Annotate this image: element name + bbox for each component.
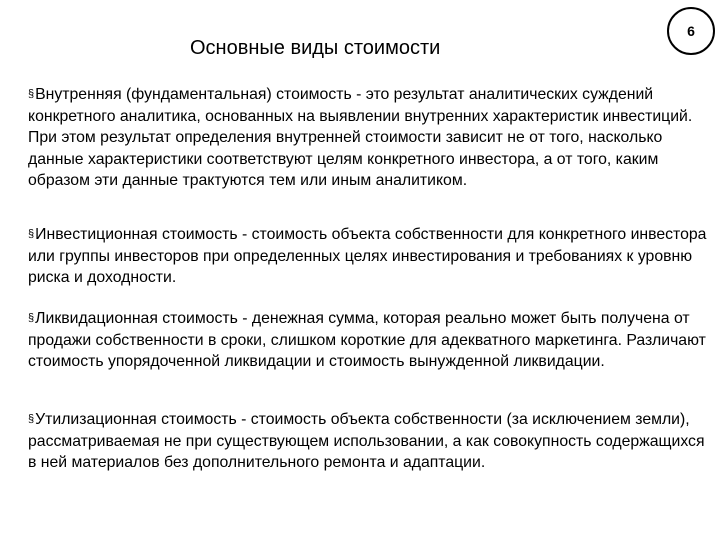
bullet-icon: § xyxy=(28,413,35,425)
definition-text: стоимость объекта собственности для конкретного инвестора или группы инвесторов при определенных целях инвестирования и требованиях к уровню риска и доходности. xyxy=(28,226,707,286)
list-item-liquidation-value xyxy=(28,308,708,373)
term-label: Ликвидационная стоимость xyxy=(35,310,238,327)
term-label: Утилизационная стоимость xyxy=(35,411,237,428)
definition-text: это результат аналитических суждений конкретного аналитика, основанных на выявлении внутренних характеристик инвестиций. При этом результат определения внутренней стоимости зависит не от того, насколько данные характеристики соответствуют целям конкретного инвестора, а от того, каким образом эти данные трактуются тем или иным аналитиком. xyxy=(28,86,693,189)
bullet-icon: § xyxy=(28,312,35,324)
list-item-intrinsic-value xyxy=(28,84,708,192)
term-separator: - xyxy=(237,310,252,327)
term-separator: - xyxy=(237,226,252,243)
term-separator: - xyxy=(236,411,251,428)
term-label: Инвестиционная стоимость xyxy=(35,226,238,243)
list-item-salvage-value xyxy=(28,409,708,474)
bullet-icon: § xyxy=(28,228,35,240)
slide-title: Основные виды стоимости xyxy=(190,37,441,59)
bullet-icon: § xyxy=(28,88,35,100)
term-separator: - xyxy=(351,86,366,103)
definition-text: стоимость объекта собственности (за исключением земли), рассматриваемая не при существующем использовании, а как совокупность содержащихся в ней материалов без дополнительного ремонта и адаптации. xyxy=(28,411,705,471)
definition-text: денежная сумма, которая реально может быть получена от продажи собственности в сроки, слишком короткие для адекватного маркетинга. Различают стоимость упорядоченной ликвидации и стоимость вынужденной ликвидации. xyxy=(28,310,706,370)
term-label: Внутренняя (фундаментальная) стоимость xyxy=(35,86,352,103)
page-number: 6 xyxy=(687,23,695,39)
page-number-badge xyxy=(667,7,715,55)
list-item-investment-value xyxy=(28,224,708,289)
